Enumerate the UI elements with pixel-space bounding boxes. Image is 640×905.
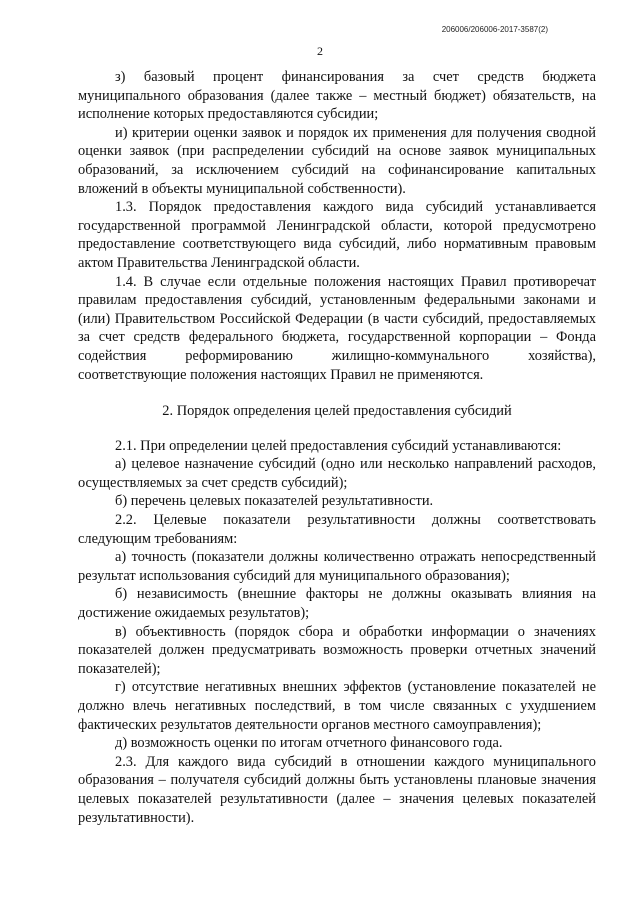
paragraph-item-i: и) критерии оценки заявок и порядок их применения для получения сводной оценки заявок (при распределении субсидий на основе заявок муниципальных образований, за исключением субсидий на софинансирование капитальных вложений в объекты муниципальной собственности).: [78, 124, 596, 197]
paragraph-2-2-g: г) отсутствие негативных внешних эффектов (установление показателей не должно влечь негативных последствий, в том числе связанных с ухудшением фактических результатов деятельности органов местного самоуправления);: [78, 679, 596, 733]
paragraph-1-3: 1.3. Порядок предоставления каждого вида субсидий устанавливается государственной программой Ленинградской области, которой предусмотрено предоставление соответствующего вида субсидий, либо нормативным правовым актом Правительства Ленинградской области.: [78, 199, 596, 271]
paragraph-1-4: 1.4. В случае если отдельные положения настоящих Правил противоречат правилам предоставления субсидий, установленным федеральными законами и (или) Правительством Российской Федерации (в части субсидий, предоставляемых за счет средств федерального бюджета, государственной корпорации – Фонда содействия реформированию жилищно-коммунального хозяйства), соответствующие положения настоящих Правил не применяются.: [78, 273, 596, 383]
paragraph-2-2: 2.2. Целевые показатели результативности должны соответствовать следующим требованиям:: [78, 512, 596, 547]
document-body: [78, 68, 596, 827]
paragraph-2-2-v: в) объективность (порядок сбора и обработки информации о значениях показателей должен предусматривать возможность проверки отчетных значений показателей);: [78, 623, 596, 677]
paragraph-2-1-b: б) перечень целевых показателей результативности.: [115, 493, 434, 510]
document-id: 206006/206006-2017-3587(2): [441, 25, 548, 34]
paragraph-2-2-d: д) возможность оценки по итогам отчетного финансового года.: [115, 735, 503, 752]
paragraph-2-1-a: а) целевое назначение субсидий (одно или несколько направлений расходов, осуществляемых за счет средств субсидий);: [78, 456, 596, 491]
paragraph-2-3: 2.3. Для каждого вида субсидий в отношении каждого муниципального образования – получателя субсидий должны быть установлены плановые значения целевых показателей результативности (далее – значения целевых показателей результативности).: [78, 753, 596, 826]
section-heading: 2. Порядок определения целей предоставления субсидий: [162, 403, 512, 420]
page-number: 2: [317, 44, 323, 58]
paragraph-item-z: з) базовый процент финансирования за счет средств бюджета муниципального образования (далее также – местный бюджет) обязательств, на исполнение которых предоставляются субсидии;: [78, 69, 596, 123]
paragraph-2-2-a: а) точность (показатели должны количественно отражать непосредственный результат использования субсидий для муниципального образования);: [78, 549, 596, 584]
paragraph-2-1: 2.1. При определении целей предоставления субсидий устанавливаются:: [115, 437, 562, 454]
paragraph-2-2-b: б) независимость (внешние факторы не должны оказывать влияния на достижение ожидаемых результатов);: [78, 586, 596, 622]
